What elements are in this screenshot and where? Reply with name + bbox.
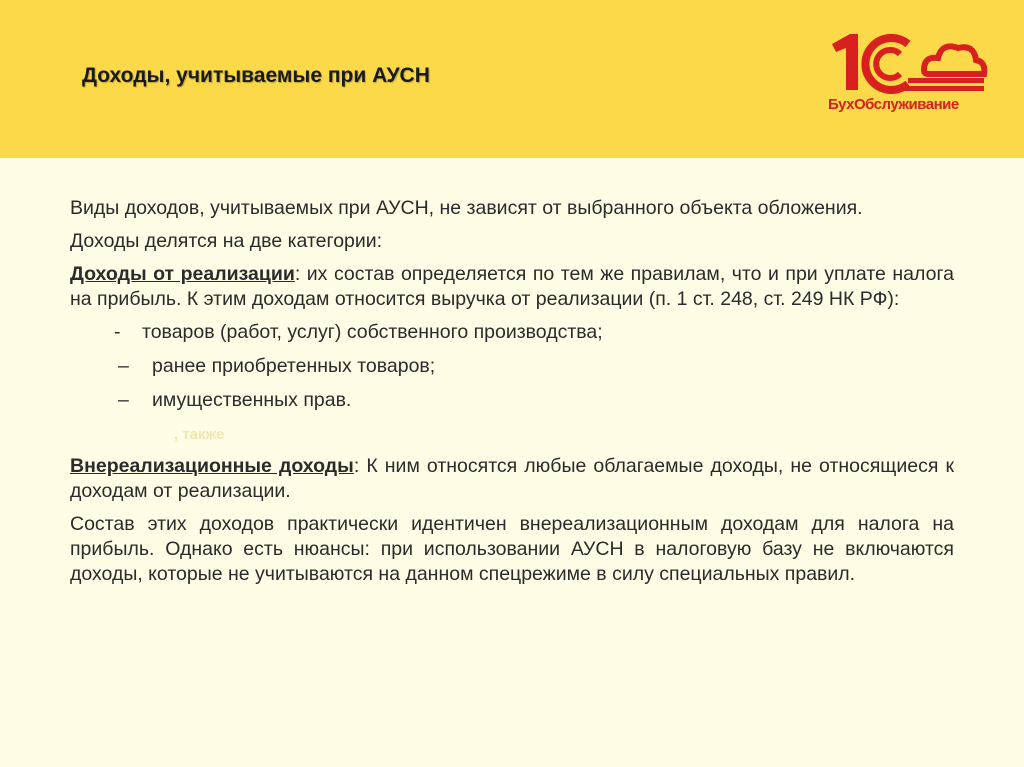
realization-description: : их состав определяется по тем же правилам, что и при уплате налога на прибыль. К этим доходам относится выручка от реализации (п. 1 ст. 248, ст. 249 НК РФ): bbox=[70, 263, 954, 310]
list-item-text: ранее приобретенных товаров; bbox=[152, 355, 436, 377]
logo-1c-icon bbox=[828, 30, 988, 94]
brand-logo bbox=[828, 30, 988, 126]
term-nonoperating: Внереализационные доходы bbox=[70, 455, 354, 477]
header-bar bbox=[0, 0, 1024, 158]
page-title: Доходы, учитываемые при АУСН bbox=[82, 64, 430, 87]
term-realization: Доходы от реализации bbox=[70, 263, 295, 285]
faded-text: , также bbox=[174, 426, 225, 443]
paragraph-realization bbox=[70, 262, 954, 312]
list-item-text: имущественных прав. bbox=[152, 389, 352, 411]
list-marker: – bbox=[118, 355, 129, 377]
paragraph-nonoperating bbox=[70, 454, 954, 504]
slide-content bbox=[70, 196, 954, 595]
list-item bbox=[70, 388, 954, 413]
paragraph-composition: Состав этих доходов практически идентичен внереализационным доходам для налога на прибыль. Однако есть нюансы: при использовании АУСН в налоговую базу не включаются доходы, которые не учитываются на данном спецрежиме в силу специальных правил. bbox=[70, 513, 954, 585]
list-marker: - bbox=[114, 321, 121, 343]
paragraph-categories: Доходы делятся на две категории: bbox=[70, 230, 383, 252]
list-item-text: товаров (работ, услуг) собственного производства; bbox=[142, 321, 603, 343]
logo-subtitle: БухОбслуживание bbox=[828, 96, 959, 113]
list-item bbox=[70, 320, 954, 345]
list-marker: – bbox=[118, 389, 129, 411]
nonoperating-description: : К ним относятся любые облагаемые доходы, не относящиеся к доходам от реализации. bbox=[70, 455, 955, 502]
paragraph-intro: Виды доходов, учитываемых при АУСН, не зависят от выбранного объекта обложения. bbox=[70, 197, 863, 219]
list-item bbox=[70, 354, 954, 379]
